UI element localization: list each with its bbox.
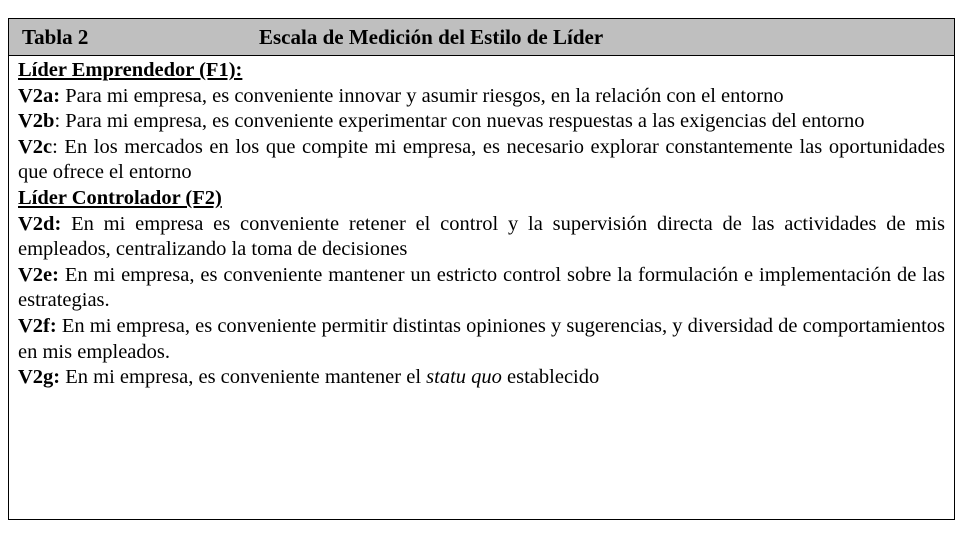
item-text-italic: statu quo bbox=[426, 366, 502, 389]
item-v2g bbox=[18, 365, 945, 391]
item-v2e bbox=[18, 263, 945, 314]
table-header bbox=[9, 19, 954, 56]
item-code: V2f: bbox=[18, 314, 57, 337]
table-2 bbox=[8, 18, 955, 520]
section-heading-f1-text: Líder Emprendedor (F1) bbox=[18, 59, 236, 81]
item-code: V2b bbox=[18, 110, 55, 133]
item-code: V2e: bbox=[18, 263, 59, 286]
table-number: Tabla 2 bbox=[22, 25, 89, 49]
section-heading-f2 bbox=[18, 186, 945, 212]
item-code: V2a: bbox=[18, 84, 61, 107]
item-v2f bbox=[18, 314, 945, 365]
item-text-before: En mi empresa, es conveniente mantener el bbox=[60, 366, 427, 389]
item-text: En mi empresa, es conveniente mantener un estricto control sobre la formulación e implementación de las estrategias. bbox=[18, 263, 945, 312]
item-text: : Para mi empresa, es conveniente experimentar con nuevas respuestas a las exigencias del entorno bbox=[54, 110, 865, 133]
item-text: : En los mercados en los que compite mi empresa, es necesario explorar constantemente las oportunidades que ofrece el entorno bbox=[18, 135, 945, 184]
item-code: V2g: bbox=[18, 366, 61, 389]
item-text: Para mi empresa, es conveniente innovar y asumir riesgos, en la relación con el entorno bbox=[60, 84, 784, 107]
item-text bbox=[60, 366, 599, 388]
item-v2c bbox=[18, 135, 945, 186]
item-v2a bbox=[18, 84, 945, 110]
table-body bbox=[9, 56, 954, 391]
item-text: En mi empresa, es conveniente permitir distintas opiniones y sugerencias, y diversidad de comportamientos en mis empleados. bbox=[18, 314, 945, 363]
item-text-after: establecido bbox=[501, 366, 600, 389]
section-heading-f2-text: Líder Controlador (F2) bbox=[18, 186, 222, 209]
item-code: V2d: bbox=[18, 212, 62, 235]
section-heading-f1-suffix: : bbox=[235, 59, 243, 81]
item-v2b bbox=[18, 109, 945, 135]
item-text: En mi empresa es conveniente retener el control y la supervisión directa de las actividades de mis empleados, centralizando la toma de decisiones bbox=[18, 212, 945, 261]
item-code: V2c bbox=[18, 135, 53, 158]
item-v2d bbox=[18, 212, 945, 263]
section-heading-f1 bbox=[18, 58, 945, 84]
table-title: Escala de Medición del Estilo de Líder bbox=[259, 25, 604, 49]
